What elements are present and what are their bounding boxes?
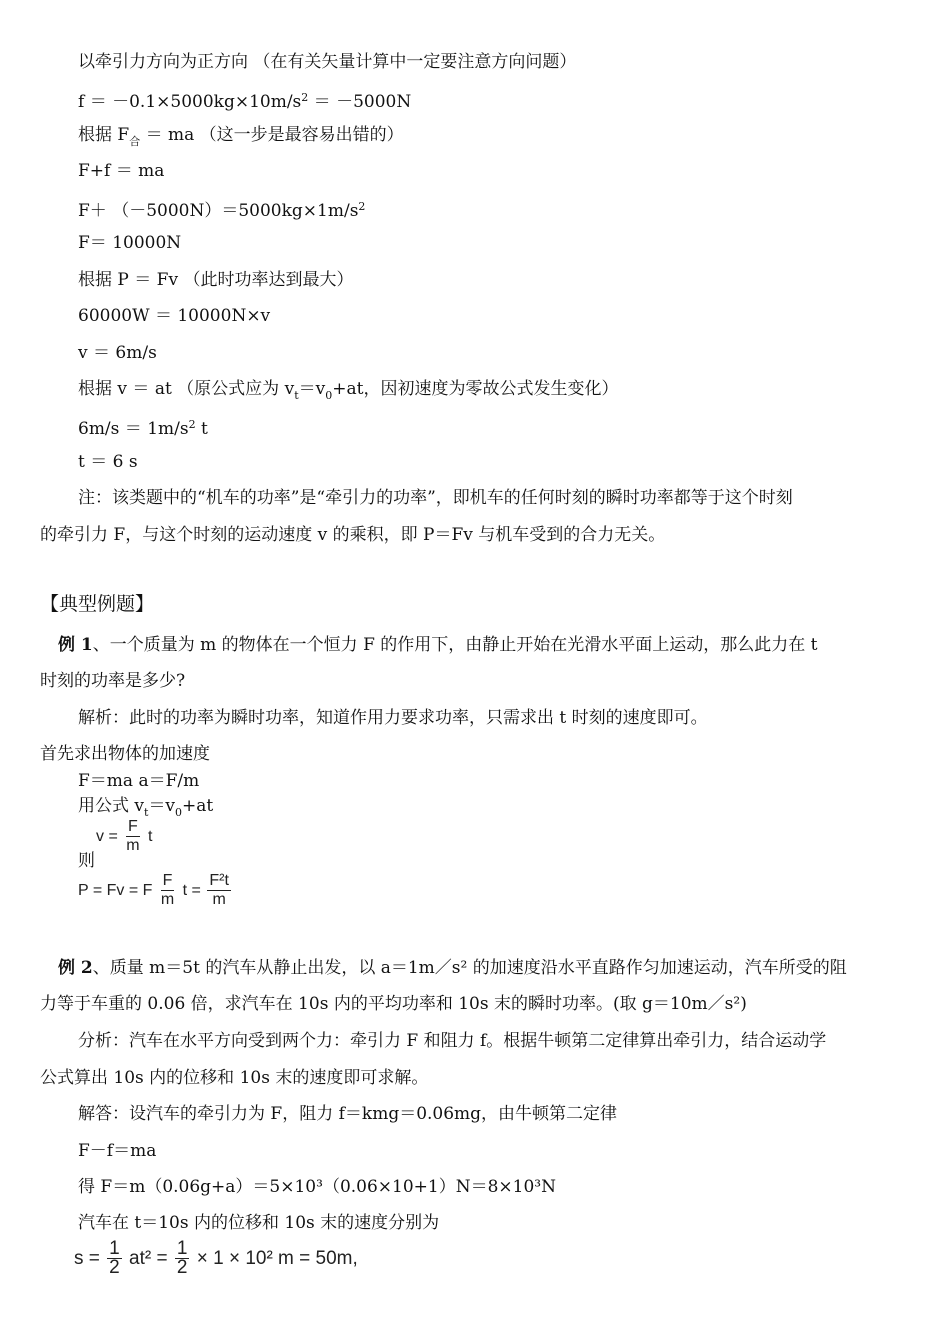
formula-line: F＝ 10000N bbox=[78, 233, 182, 253]
formula-line: F+f ＝ ma bbox=[78, 161, 165, 181]
formula-line: $6m/s = 1m/s^2$ t bbox=[78, 418, 208, 439]
power-formula: P = Fv = F $\frac{F}{m}$ t = $\frac{\text{F²t}}{m}$ bbox=[78, 872, 229, 908]
analysis-line: 公式算出 10s 内的位移和 10s 末的速度即可求解。 bbox=[40, 1068, 429, 1088]
text-line: 则 bbox=[78, 851, 95, 871]
formula-line: 得 F＝m（0.06g+a）＝5×10³（0.06×10+1）N＝8×10³N bbox=[78, 1177, 556, 1197]
analysis-line: 解析：此时的功率为瞬时功率，知道作用力要求功率，只需求出 t 时刻的速度即可。 bbox=[78, 708, 708, 728]
text-line: 以牵引力方向为正方向 （在有关矢量计算中一定要注意方向问题） bbox=[78, 52, 577, 72]
text-line: 汽车在 t＝10s 内的位移和 10s 末的速度分别为 bbox=[78, 1213, 440, 1233]
formula-line: 用公式 $v_t=v_0+at$ bbox=[78, 796, 214, 819]
formula-line: v ＝ 6m/s bbox=[78, 343, 157, 363]
solution-line: 解答：设汽车的牵引力为 F，阻力 f＝kmg＝0.06mg，由牛顿第二定律 bbox=[78, 1104, 618, 1124]
formula-line: $f = -0.1\times 5000kg\times 10m/s^2 = -5000N$ bbox=[78, 91, 412, 112]
formula-line: 60000W ＝ 10000N×v bbox=[78, 306, 271, 326]
example-question: 力等于车重的 0.06 倍，求汽车在 10s 内的平均功率和 10s 末的瞬时功率。(取 g＝10m／s²) bbox=[40, 994, 747, 1014]
formula-line: 根据 $F_合$ ＝ ma （这一步是最容易出错的） bbox=[78, 125, 404, 148]
fraction: $\frac{1}{2}$ bbox=[109, 1238, 120, 1278]
example-question: 例 2、质量 m＝5t 的汽车从静止出发，以 a＝1m／s² 的加速度沿水平直路作匀加速运动，汽车所受的阻 bbox=[58, 958, 847, 978]
velocity-formula: v = $\frac{F}{m}$ t bbox=[96, 818, 153, 854]
formula-line: t ＝ 6 s bbox=[78, 452, 138, 472]
formula-line: $F+ (-5000N)=5000kg\times 1m/s^2$ bbox=[78, 200, 366, 221]
fraction: $\frac{1}{2}$ bbox=[176, 1238, 188, 1278]
formula-line: F＝ma a＝F/m bbox=[78, 771, 200, 791]
note-line: 注：该类题中的“机车的功率”是“牵引力的功率”，即机车的任何时刻的瞬时功率都等于这个时刻 bbox=[78, 488, 793, 508]
text-line: 根据 P ＝ Fv （此时功率达到最大） bbox=[78, 270, 354, 290]
text-line: 根据 v ＝ at （原公式应为 $v_t=v_0+at$，因初速度为零故公式发生变化） bbox=[78, 379, 619, 402]
fraction: $\frac{F}{m}$ bbox=[126, 818, 140, 854]
fraction: $\frac{\text{F²t}}{m}$ bbox=[209, 872, 229, 908]
fraction: $\frac{F}{m}$ bbox=[160, 872, 175, 908]
section-heading: 【典型例题】 bbox=[40, 593, 155, 615]
note-line: 的牵引力 F，与这个时刻的运动速度 v 的乘积，即 P＝Fv 与机车受到的合力无关。 bbox=[40, 525, 666, 545]
displacement-formula: s = $\frac{1}{2}$ at² = $\frac{1}{2}$ × 1 × 10² m = 50m, bbox=[74, 1238, 358, 1278]
formula-line: F－f＝ma bbox=[78, 1141, 157, 1161]
example-question: 时刻的功率是多少? bbox=[40, 671, 186, 691]
text-line: 首先求出物体的加速度 bbox=[40, 744, 210, 764]
analysis-line: 分析：汽车在水平方向受到两个力：牵引力 F 和阻力 f。根据牛顿第二定律算出牵引力，结合运动学 bbox=[78, 1031, 827, 1051]
example-question: 例 1、一个质量为 m 的物体在一个恒力 F 的作用下，由静止开始在光滑水平面上运动，那么此力在 t bbox=[58, 635, 818, 655]
